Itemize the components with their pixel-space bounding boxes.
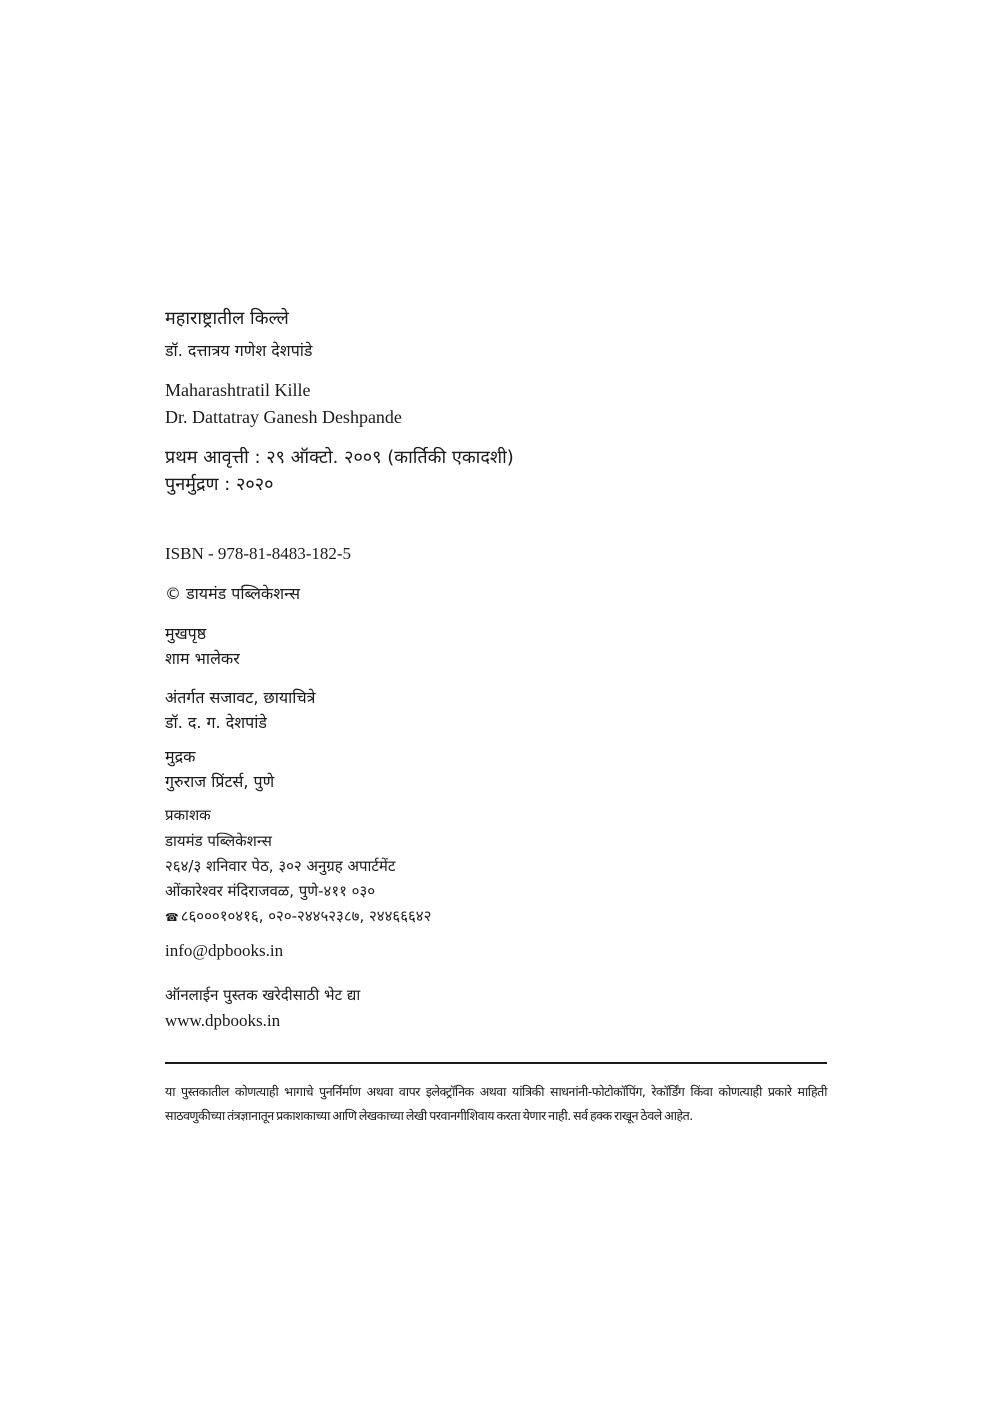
publisher-label: प्रकाशक bbox=[165, 806, 211, 824]
book-title-english: Maharashtratil Kille bbox=[165, 380, 311, 400]
isbn-line: ISBN - 978-81-8483-182-5 bbox=[165, 544, 352, 563]
divider-rule bbox=[165, 1062, 827, 1064]
author-name-marathi: डॉ. दत्तात्रय गणेश देशपांडे bbox=[165, 341, 313, 360]
website-url[interactable]: www.dpbooks.in bbox=[165, 1011, 281, 1030]
printer-name: गुरुराज प्रिंटर्स, पुणे bbox=[165, 772, 275, 791]
first-edition-line: प्रथम आवृत्ती : २९ ऑक्टो. २००९ (कार्तिकी एकादशी) bbox=[165, 447, 514, 468]
phone-icon: ☎ bbox=[165, 911, 179, 924]
publisher-address-line-2: ओंकारेश्वर मंदिराजवळ, पुणे-४११ ०३० bbox=[165, 882, 376, 900]
publisher-phone: ८६०००१०४१६, ०२०-२४४५२३८७, २४४६६६४२ bbox=[180, 907, 432, 925]
author-name-english: Dr. Dattatray Ganesh Deshpande bbox=[165, 407, 402, 427]
interior-label: अंतर्गत सजावट, छायाचित्रे bbox=[165, 688, 316, 707]
reprint-line: पुनर्मुद्रण : २०२० bbox=[165, 474, 274, 495]
printer-label: मुद्रक bbox=[165, 747, 196, 766]
cover-artist: शाम भालेकर bbox=[165, 649, 240, 668]
cover-label: मुखपृष्ठ bbox=[165, 624, 207, 643]
publisher-email[interactable]: info@dpbooks.in bbox=[165, 941, 284, 960]
book-title-marathi: महाराष्ट्रातील किल्ले bbox=[165, 308, 289, 329]
online-purchase-label: ऑनलाईन पुस्तक खरेदीसाठी भेट द्या bbox=[165, 986, 361, 1004]
copyright-notice: या पुस्तकातील कोणत्याही भागाचे पुनर्निर्माण अथवा वापर इलेक्ट्रॉनिक अथवा यांत्रिकी साधनांनी-फोटोकॉपिंग, रेकॉर्डिंग किंवा कोणत्याही प्रकारे माहिती साठवणुकीच्या तंत्रज्ञानातून प्रकाशकाच्या आणि लेखकाच्या लेखी परवानगीशिवाय करता येणार नाही. सर्व हक्क राखून ठेवले आहेत. bbox=[165, 1084, 827, 1123]
publisher-address-line-1: २६४/३ शनिवार पेठ, ३०२ अनुग्रह अपार्टमेंट bbox=[165, 857, 396, 875]
publisher-phone-line bbox=[165, 909, 431, 924]
interior-artist: डॉ. द. ग. देशपांडे bbox=[165, 713, 267, 732]
copyright-line: © डायमंड पब्लिकेशन्स bbox=[165, 584, 301, 603]
publisher-name: डायमंड पब्लिकेशन्स bbox=[165, 832, 272, 850]
